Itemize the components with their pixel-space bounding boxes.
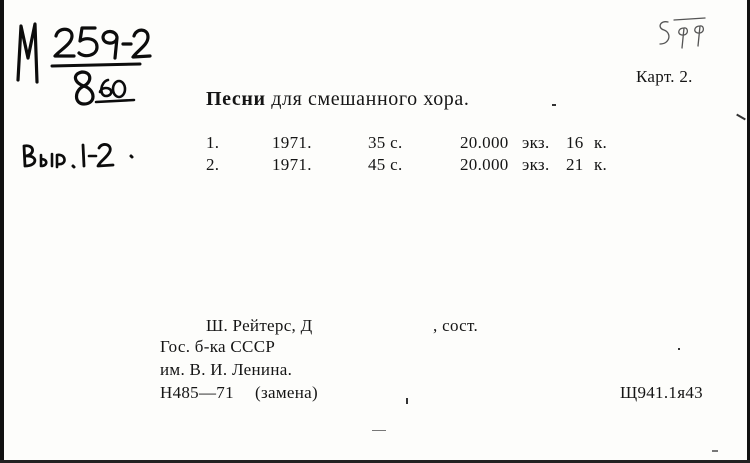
card-number: Карт. 2. [636,67,693,86]
issue-price: 16 [566,133,584,152]
issue-number: 2. [206,155,220,174]
scan-speck [552,104,556,106]
compiler-role: , сост. [433,316,479,335]
title-rest: для смешанного хора. [271,88,470,110]
compiler-name: Ш. Рейтерс, Д [206,316,313,335]
issue-price-unit: к. [594,133,608,152]
issue-copies-unit: экз. [522,133,550,152]
issue-pages: 35 с. [368,133,403,152]
scan-speck [372,430,386,431]
issue-pages: 45 с. [368,155,403,174]
issue-year: 1971. [272,133,312,152]
issue-year: 1971. [272,155,312,174]
issue-price-unit: к. [594,155,608,174]
issue-number: 1. [206,133,220,152]
classification-code: Щ941.1я43 [620,383,703,402]
scan-speck [712,450,718,452]
replacement-note: (замена) [255,383,318,402]
order-number: Н485—71 [160,383,234,402]
library-line-1: Гос. б-ка СССР [160,337,276,356]
scan-speck [678,348,680,350]
issue-copies: 20.000 [460,133,509,152]
title [206,88,470,111]
issue-price: 21 [566,155,584,174]
issue-copies: 20.000 [460,155,509,174]
scan-speck [406,398,408,404]
issue-copies-unit: экз. [522,155,550,174]
title-first-word: Песни [206,88,266,110]
library-line-2: им. В. И. Ленина. [160,360,293,379]
